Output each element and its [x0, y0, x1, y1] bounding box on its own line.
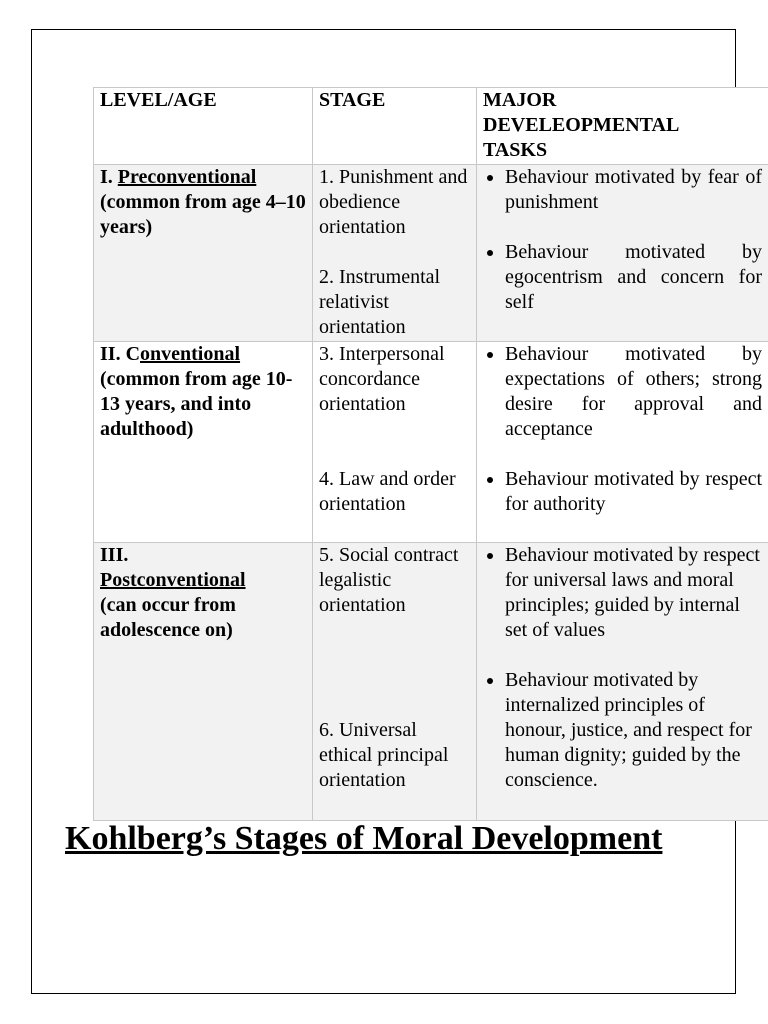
- stage-text: 5. Social contract legalistic orientation: [319, 544, 459, 616]
- level-name: Preconventional: [117, 166, 257, 188]
- level-cell: [94, 165, 313, 342]
- level-numeral: III.: [100, 544, 129, 566]
- task-list: [483, 342, 762, 517]
- stage-text: 3. Interpersonal concordance orientation: [319, 343, 445, 415]
- level-age: (common from age 10-13 years, and into adulthood): [100, 368, 293, 440]
- tasks-cell: [477, 342, 768, 543]
- header-tasks-line3: TASKS: [483, 139, 548, 161]
- table-header-row: [94, 88, 768, 165]
- level-cell: [94, 342, 313, 543]
- level-age: (can occur from adolescence on): [100, 594, 236, 641]
- header-stage-text: STAGE: [319, 89, 386, 111]
- stage-cell: [313, 543, 477, 821]
- header-stage: [313, 88, 477, 165]
- task-item: • Behaviour motivated by expectations of others; strong desire for approval and acceptance: [505, 342, 762, 442]
- task-item: • Behaviour motivated by egocentrism and concern for self: [505, 240, 762, 315]
- header-level-age: [94, 88, 313, 165]
- stage-cell: [313, 165, 477, 342]
- level-numeral: II. C: [100, 343, 141, 365]
- task-list: [483, 165, 762, 315]
- stages-table: [93, 87, 768, 821]
- tasks-cell: [477, 165, 768, 342]
- stage-text: 2. Instrumental relativist orientation: [319, 266, 441, 338]
- tasks-cell: [477, 543, 768, 821]
- task-item: • Behaviour motivated by respect for universal laws and moral principles; guided by internal set of values: [505, 543, 762, 643]
- stage-cell: [313, 342, 477, 543]
- table-row: [94, 165, 768, 342]
- header-tasks-line2: DEVELEOPMENTAL: [483, 114, 680, 136]
- table-row: [94, 342, 768, 543]
- header-tasks: [477, 88, 768, 165]
- level-name: onventional: [140, 343, 241, 365]
- table-row: [94, 543, 768, 821]
- task-list: [483, 543, 762, 793]
- header-level-age-text: LEVEL/AGE: [100, 89, 217, 111]
- stage-text: 4. Law and order orientation: [319, 468, 456, 515]
- stage-text: 1. Punishment and obedience orientation: [319, 166, 468, 238]
- level-age: (common from age 4–10 years): [100, 191, 306, 238]
- level-cell: [94, 543, 313, 821]
- task-item: • Behaviour motivated by internalized principles of honour, justice, and respect for human dignity; guided by the conscience.: [505, 668, 762, 793]
- header-tasks-line1: MAJOR: [483, 89, 557, 111]
- level-name: Postconventional: [100, 569, 246, 591]
- stage-text: 6. Universal ethical principal orientation: [319, 719, 449, 791]
- task-item: • Behaviour motivated by respect for authority: [505, 467, 762, 517]
- task-item: • Behaviour motivated by fear of punishment: [505, 165, 762, 215]
- level-numeral: I.: [100, 166, 113, 188]
- page-title: Kohlberg’s Stages of Moral Development: [65, 820, 663, 857]
